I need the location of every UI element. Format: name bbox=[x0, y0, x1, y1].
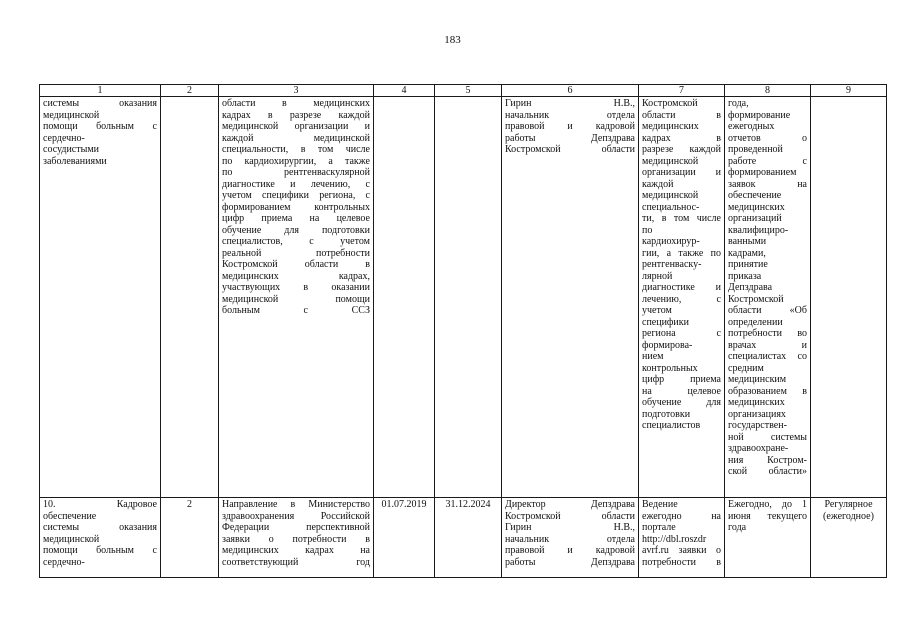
description-cell bbox=[219, 498, 374, 578]
text-line: ежегодно на bbox=[642, 510, 721, 522]
text-line: ной системы bbox=[728, 431, 807, 443]
text-line: нием bbox=[642, 351, 664, 362]
column-number: 3 bbox=[219, 85, 374, 97]
text-line: контрольных bbox=[642, 362, 698, 374]
text-line: формирова- bbox=[642, 339, 693, 351]
text-line: по bbox=[642, 224, 653, 236]
text-line: цифр приема на целевое bbox=[222, 213, 370, 224]
text-line: по рентгенваскулярной bbox=[222, 167, 370, 178]
text-line: региона с bbox=[642, 328, 721, 339]
text-line: (ежегодное) bbox=[823, 510, 874, 522]
text-line: обучение для подготовки bbox=[222, 224, 370, 236]
end-date-cell: 31.12.2024 bbox=[435, 498, 502, 578]
text-line: организаций bbox=[728, 213, 782, 224]
text-line: заявки о потребности в bbox=[222, 533, 370, 545]
text-line: Костромской области bbox=[505, 144, 635, 155]
text-line: специфики bbox=[642, 316, 689, 328]
text-line: приказа bbox=[728, 270, 762, 282]
text-line: заболеваниями bbox=[43, 155, 107, 167]
result-cell bbox=[639, 97, 725, 498]
text-line: кадрах в bbox=[642, 132, 721, 144]
text-line: обеспечение bbox=[43, 510, 97, 522]
periodicity-cell bbox=[811, 498, 887, 578]
column-number: 4 bbox=[374, 85, 435, 97]
text-line: ской области» bbox=[728, 466, 807, 477]
text-line: образованием в bbox=[728, 385, 807, 397]
start-date-cell: 01.07.2019 bbox=[374, 498, 435, 578]
text-line: медицинских кадрах, bbox=[222, 270, 370, 282]
text-line: обеспечение bbox=[728, 190, 782, 201]
text-line: каждой медицинской bbox=[222, 132, 370, 144]
text-line: обучение для bbox=[642, 397, 721, 408]
text-line: лярной bbox=[642, 270, 673, 282]
text-line: диагностике и bbox=[642, 282, 721, 293]
text-line: Костромской области bbox=[505, 510, 635, 522]
start-date-cell bbox=[374, 97, 435, 498]
text-line: заявок на bbox=[728, 178, 807, 190]
text-line: проведенной bbox=[728, 144, 783, 155]
text-line: медицинской bbox=[43, 533, 100, 545]
text-line: помощи больным с bbox=[43, 121, 157, 132]
text-line: формированием bbox=[728, 167, 797, 178]
text-line: определении bbox=[728, 316, 783, 328]
column-number: 8 bbox=[725, 85, 811, 97]
text-line: июня текущего bbox=[728, 510, 807, 522]
text-line: средним bbox=[728, 362, 764, 374]
text-line: начальник отдела bbox=[505, 109, 635, 121]
text-line: Костромской области в bbox=[222, 259, 370, 270]
text-line: подготовки bbox=[642, 408, 691, 420]
text-line: работы Депздрава bbox=[505, 556, 635, 568]
text-line: правовой и кадровой bbox=[505, 121, 635, 132]
text-line: потребности во bbox=[728, 328, 807, 339]
text-line: лечению, с bbox=[642, 293, 721, 305]
text-line: года bbox=[728, 522, 747, 533]
text-line: системы оказания bbox=[43, 98, 157, 109]
text-line: медицинской bbox=[642, 190, 699, 201]
text-line: Костромской bbox=[642, 98, 698, 109]
text-line: http://dbl.roszdr bbox=[642, 533, 707, 545]
text-line: специалистах со bbox=[728, 351, 807, 362]
result-cell bbox=[639, 498, 725, 578]
text-line: 10. Кадровое bbox=[43, 499, 157, 510]
text-line: отчетов о bbox=[728, 132, 807, 144]
text-line: медицинских кадрах на bbox=[222, 545, 370, 556]
text-line: организациях bbox=[728, 408, 786, 420]
column-number: 1 bbox=[40, 85, 161, 97]
text-line: диагностике и лечению, с bbox=[222, 178, 370, 190]
column-number: 5 bbox=[435, 85, 502, 97]
text-line: Депздрава bbox=[728, 282, 773, 293]
text-line: медицинской организации и bbox=[222, 121, 370, 132]
text-line: по кардиохирургии, а также bbox=[222, 155, 370, 167]
text-line: Регулярное bbox=[824, 499, 873, 510]
text-line: Директор Депздрава bbox=[505, 499, 635, 510]
text-line: ванными bbox=[728, 236, 767, 247]
text-line: цифр приема bbox=[642, 374, 721, 385]
text-line: медицинской помощи bbox=[222, 293, 370, 305]
text-line: медицинских bbox=[728, 397, 785, 408]
text-line: медицинских bbox=[642, 121, 699, 132]
text-line: области «Об bbox=[728, 305, 807, 316]
text-line: здравоохранения Российской bbox=[222, 510, 370, 522]
header-row bbox=[40, 85, 887, 97]
column-number: 2 bbox=[161, 85, 219, 97]
text-line: Федерации перспективной bbox=[222, 522, 370, 533]
responsible-cell bbox=[502, 498, 639, 578]
text-line: ти, в том числе bbox=[642, 213, 721, 224]
column-number: 9 bbox=[811, 85, 887, 97]
text-line: Направление в Министерство bbox=[222, 499, 370, 510]
text-line: рентгенваску- bbox=[642, 259, 702, 270]
event-name-cell bbox=[40, 97, 161, 498]
end-date-cell bbox=[435, 97, 502, 498]
text-line: системы оказания bbox=[43, 522, 157, 533]
text-line: начальник отдела bbox=[505, 533, 635, 545]
text-line: работы Депздрава bbox=[505, 132, 635, 144]
event-name-cell bbox=[40, 498, 161, 578]
text-line: врачах и bbox=[728, 339, 807, 351]
text-line: специалистов bbox=[642, 420, 701, 431]
text-line: участвующих в оказании bbox=[222, 282, 370, 293]
table-row bbox=[40, 97, 887, 498]
text-line: медицинских bbox=[728, 201, 785, 213]
code-cell: 2 bbox=[161, 498, 219, 578]
text-line: гии, а также по bbox=[642, 247, 721, 259]
text-line: года, bbox=[728, 98, 749, 109]
text-line: Костромской bbox=[728, 293, 784, 305]
text-line: портале bbox=[642, 522, 676, 533]
text-line: потребности в bbox=[642, 556, 721, 568]
text-line: специальнос- bbox=[642, 201, 700, 213]
plan-table bbox=[39, 84, 887, 578]
text-line: Гирин Н.В., bbox=[505, 522, 635, 533]
text-line: области в bbox=[642, 109, 721, 121]
text-line: формированием контрольных bbox=[222, 201, 370, 213]
text-line: медицинской bbox=[43, 109, 100, 121]
text-line: сердечно- bbox=[43, 556, 85, 568]
text-line: принятие bbox=[728, 259, 768, 270]
text-line: сердечно- bbox=[43, 132, 85, 144]
text-line: ния Костром- bbox=[728, 454, 807, 466]
text-line: на целевое bbox=[642, 385, 721, 397]
control-cell bbox=[725, 498, 811, 578]
text-line: области в медицинских bbox=[222, 98, 370, 109]
text-line: медицинской bbox=[642, 155, 699, 167]
control-cell bbox=[725, 97, 811, 498]
text-line: работе с bbox=[728, 155, 807, 167]
text-line: медицинским bbox=[728, 374, 787, 385]
text-line: разрезе каждой bbox=[642, 144, 721, 155]
text-line: кадрах в разрезе каждой bbox=[222, 109, 370, 121]
column-number: 6 bbox=[502, 85, 639, 97]
text-line: учетом bbox=[642, 305, 672, 316]
text-line: Ведение bbox=[642, 499, 678, 510]
text-line: организации и bbox=[642, 167, 721, 178]
text-line: кардиохирур- bbox=[642, 236, 700, 247]
page-number: 183 bbox=[444, 34, 461, 46]
text-line: формирование bbox=[728, 109, 791, 121]
text-line: сосудистыми bbox=[43, 144, 100, 155]
text-line: специальности, в том числе bbox=[222, 144, 370, 155]
table-row bbox=[40, 498, 887, 578]
code-cell bbox=[161, 97, 219, 498]
text-line: кадрами, bbox=[728, 247, 766, 259]
text-line: больным с ССЗ bbox=[222, 305, 370, 316]
text-line: Ежегодно, до 1 bbox=[728, 499, 807, 510]
text-line: квалифициро- bbox=[728, 224, 789, 236]
column-number: 7 bbox=[639, 85, 725, 97]
text-line: соответствующий год bbox=[222, 556, 370, 568]
text-line: правовой и кадровой bbox=[505, 545, 635, 556]
text-line: Гирин Н.В., bbox=[505, 98, 635, 109]
text-line: учетом специфики региона, с bbox=[222, 190, 370, 201]
text-line: помощи больным с bbox=[43, 545, 157, 556]
periodicity-cell bbox=[811, 97, 887, 498]
description-cell bbox=[219, 97, 374, 498]
text-line: государствен- bbox=[728, 420, 787, 431]
text-line: реальной потребности bbox=[222, 247, 370, 259]
text-line: ежегодных bbox=[728, 121, 775, 132]
text-line: каждой bbox=[642, 178, 674, 190]
text-line: avrf.ru заявки о bbox=[642, 545, 721, 556]
text-line: специалистов, с учетом bbox=[222, 236, 370, 247]
responsible-cell bbox=[502, 97, 639, 498]
text-line: здравоохране- bbox=[728, 443, 789, 454]
